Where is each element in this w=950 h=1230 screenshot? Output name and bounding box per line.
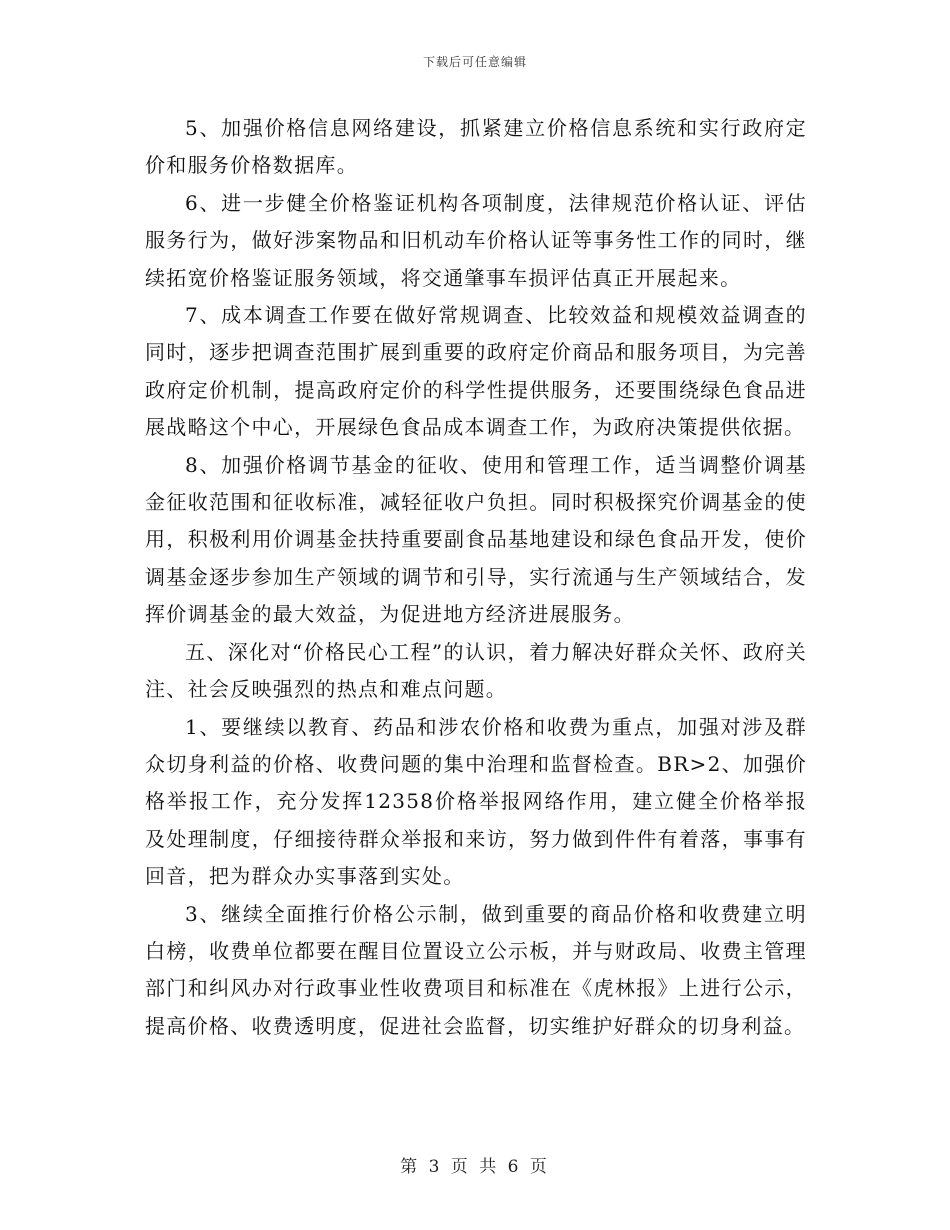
section-heading-5: 五、深化对“价格民心工程”的认识，着力解决好群众关怀、政府关注、社会反映强烈的热点和难点问题。	[145, 639, 807, 702]
header-note: 下载后可任意编辑	[422, 55, 527, 69]
page-number: 第 3 页 共 6 页	[400, 1157, 550, 1177]
paragraph-item-7: 7、成本调查工作要在做好常规调查、比较效益和规模效益调查的同时，逐步把调查范围扩展到重要的政府定价商品和服务项目，为完善政府定价机制，提高政府定价的科学性提供服务，还要围绕绿色食品进展战略这个中心，开展绿色食品成本调查工作，为政府决策提供依据。	[145, 303, 807, 440]
paragraph-item-1-2: 1、要继续以教育、药品和涉农价格和收费为重点，加强对涉及群众切身利益的价格、收费问题的集中治理和监督检查。BR>2、加强价格举报工作，充分发挥12358价格举报网络作用，建立健全价格举报及处理制度，仔细接待群众举报和来访，努力做到件件有着落，事事有回音，把为群众办实事落到实处。	[145, 714, 807, 889]
paragraph-item-5: 5、加强价格信息网络建设，抓紧建立价格信息系统和实行政府定价和服务价格数据库。	[145, 116, 807, 178]
paragraph-item-3: 3、继续全面推行价格公示制，做到重要的商品价格和收费建立明白榜，收费单位都要在醒目位置设立公示板，并与财政局、收费主管理部门和纠风办对行政事业性收费项目和标准在《虎林报》上进行公示，提高价格、收费透明度，促进社会监督，切实维护好群众的切身利益。	[145, 901, 807, 1038]
paragraph-item-6: 6、进一步健全价格鉴证机构各项制度，法律规范价格认证、评估服务行为，做好涉案物品和旧机动车价格认证等事务性工作的同时，继续拓宽价格鉴证服务领域，将交通肇事车损评估真正开展起来。	[145, 190, 807, 290]
document-body	[145, 110, 807, 1045]
paragraph-item-8: 8、加强价格调节基金的征收、使用和管理工作，适当调整价调基金征收范围和征收标准，减轻征收户负担。同时积极探究价调基金的使用，积极利用价调基金扶持重要副食品基地建设和绿色食品开发，使价调基金逐步参加生产领域的调节和引导，实行流通与生产领域结合，发挥价调基金的最大效益，为促进地方经济进展服务。	[145, 452, 807, 627]
